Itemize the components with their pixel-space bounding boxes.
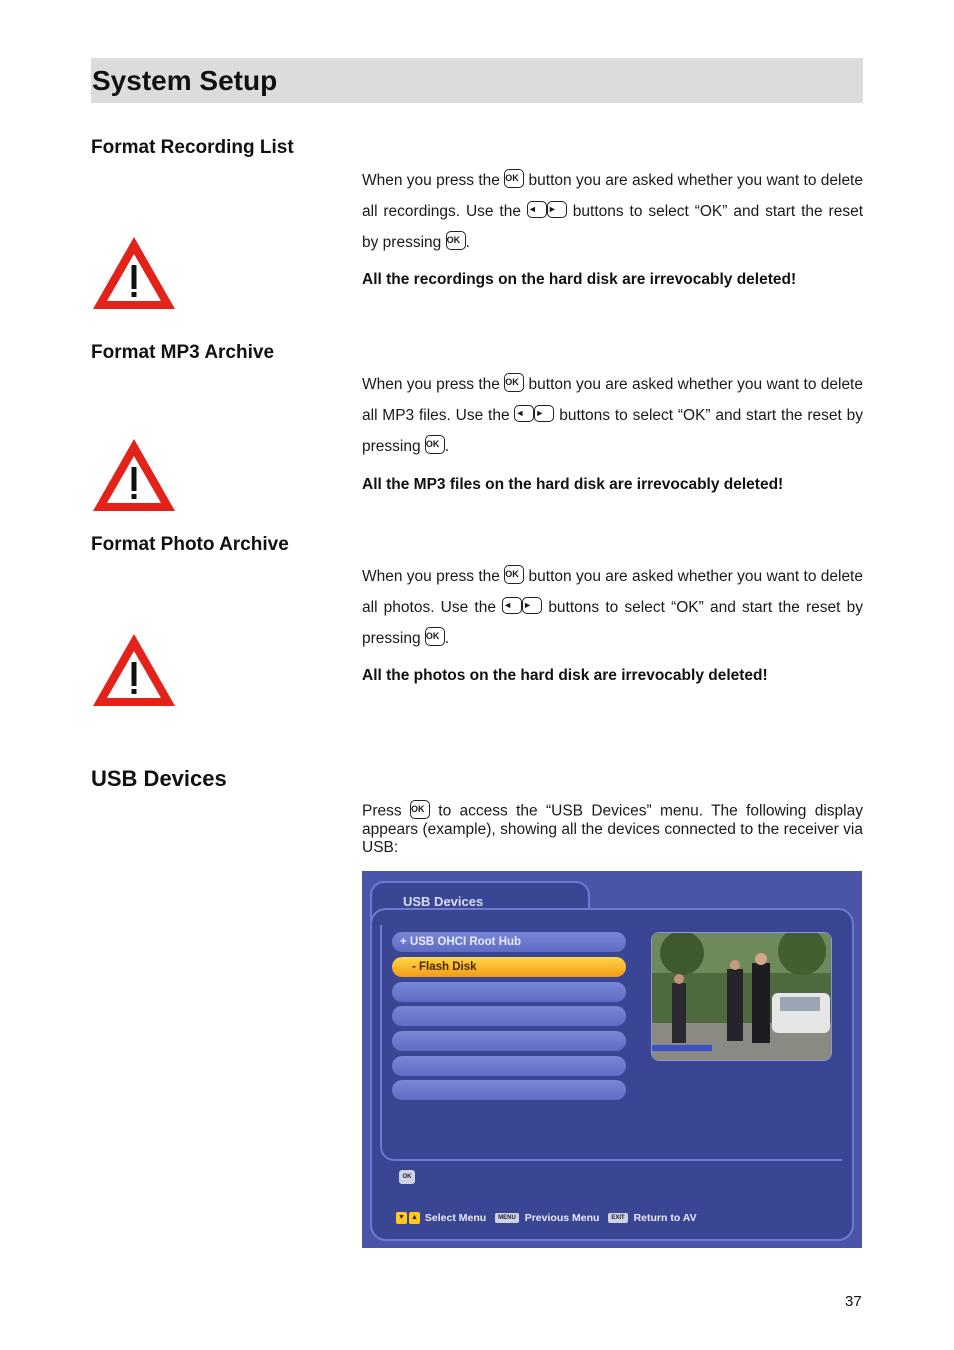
paragraph-usb-devices: Press OK to access the “USB Devices” menu. The following display appears (example), showing all the devices connected to the receiver via USB: (362, 802, 863, 857)
ok-button-icon: OK (504, 373, 524, 392)
warning-triangle-icon (91, 235, 177, 311)
title-bar (91, 58, 863, 103)
footer-select-menu: Select Menu (424, 1212, 487, 1225)
usb-row-empty[interactable] (392, 1031, 626, 1051)
up-key-icon: ▲ (409, 1212, 420, 1224)
heading-format-recording-list: Format Recording List (91, 137, 294, 158)
footer-return-to-av: Return to AV (633, 1212, 697, 1225)
heading-format-mp3-archive: Format MP3 Archive (91, 342, 275, 363)
usb-row-empty[interactable] (392, 1080, 626, 1100)
paragraph-format-recording-list: When you press the OK button you are asked whether you want to delete all recordings. Use the ◄ ► buttons to select “OK” and start the reset by pressing OK . (362, 165, 863, 258)
screen-footer (396, 1212, 697, 1224)
usb-row-empty[interactable] (392, 1056, 626, 1076)
tv-preview-scene (652, 933, 832, 1061)
paragraph-format-photo-archive: When you press the OK button you are asked whether you want to delete all photos. Use the ◄ ► buttons to select “OK” and start the reset by pressing OK . (362, 561, 863, 654)
heading-format-photo-archive: Format Photo Archive (91, 534, 289, 555)
exit-key-icon: EXIT (608, 1213, 627, 1223)
warning-triangle-icon (91, 632, 177, 708)
right-arrow-button-icon: ► (522, 597, 542, 614)
left-arrow-button-icon: ◄ (514, 405, 534, 422)
right-arrow-button-icon: ► (547, 201, 567, 218)
paragraph-format-mp3-archive: When you press the OK button you are asked whether you want to delete all MP3 files. Use the ◄ ► buttons to select “OK” and start the reset by pressing OK . (362, 369, 863, 462)
ok-button-icon: OK (425, 435, 445, 454)
ok-key-icon: OK (399, 1170, 415, 1184)
down-key-icon: ▼ (396, 1212, 407, 1224)
warning-triangle-icon (91, 437, 177, 513)
ok-button-icon: OK (504, 169, 524, 188)
page-number: 37 (845, 1293, 862, 1310)
warning-format-mp3-archive: All the MP3 files on the hard disk are irrevocably deleted! (362, 476, 784, 493)
menu-key-icon: MENU (495, 1213, 519, 1223)
usb-row-empty[interactable] (392, 982, 626, 1002)
footer-previous-menu: Previous Menu (524, 1212, 600, 1225)
usb-row-root-hub[interactable]: + USB OHCI Root Hub (392, 932, 626, 952)
left-arrow-button-icon: ◄ (527, 201, 547, 218)
usb-row-flash-disk[interactable]: - Flash Disk (392, 957, 626, 977)
tv-preview-image (651, 932, 832, 1061)
ok-button-icon: OK (425, 627, 445, 646)
ok-button-icon: OK (410, 800, 430, 819)
left-arrow-button-icon: ◄ (502, 597, 522, 614)
warning-format-photo-archive: All the photos on the hard disk are irrevocably deleted! (362, 667, 768, 684)
right-arrow-button-icon: ► (534, 405, 554, 422)
ok-button-icon: OK (504, 565, 524, 584)
ok-button-icon: OK (446, 231, 466, 250)
page-title: System Setup (92, 65, 278, 96)
warning-format-recording-list: All the recordings on the hard disk are irrevocably deleted! (362, 271, 797, 288)
screen-tab-title: USB Devices (403, 894, 484, 909)
usb-devices-screen (362, 871, 862, 1248)
heading-usb-devices: USB Devices (91, 766, 227, 791)
usb-row-empty[interactable] (392, 1006, 626, 1026)
